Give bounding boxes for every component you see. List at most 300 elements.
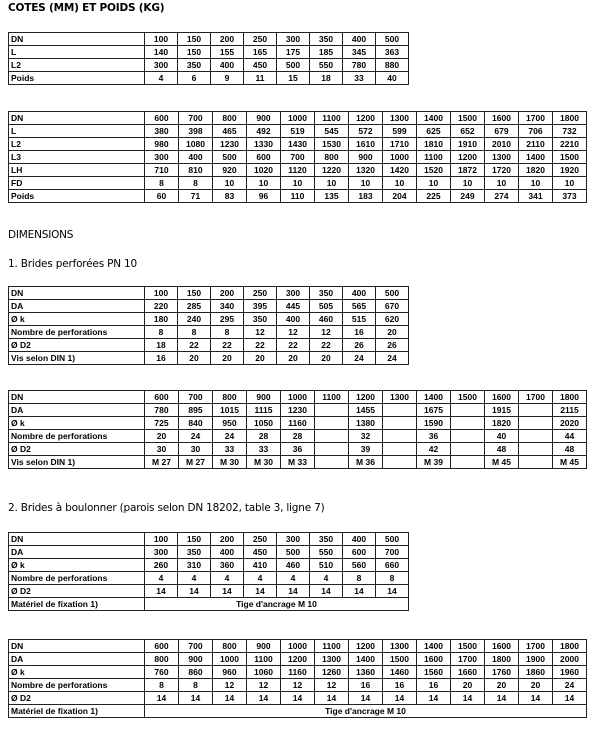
row-label-cell: Vis selon DIN 1) bbox=[9, 352, 145, 365]
value-cell: 16 bbox=[417, 679, 451, 692]
row-label-cell: DA bbox=[9, 653, 145, 666]
value-cell: 15 bbox=[277, 72, 310, 85]
value-cell: 10 bbox=[485, 177, 519, 190]
value-cell: 445 bbox=[277, 300, 310, 313]
value-cell: 725 bbox=[145, 417, 179, 430]
value-cell: 10 bbox=[553, 177, 587, 190]
value-cell: 800 bbox=[213, 640, 247, 653]
value-cell: 600 bbox=[145, 391, 179, 404]
value-cell: 350 bbox=[310, 287, 343, 300]
row-label-cell: DN bbox=[9, 33, 145, 46]
value-cell: 14 bbox=[179, 692, 213, 705]
value-cell: 1020 bbox=[247, 164, 281, 177]
value-cell: 400 bbox=[211, 546, 244, 559]
row-label-cell: DN bbox=[9, 287, 145, 300]
value-cell: 350 bbox=[178, 59, 211, 72]
value-cell: 1200 bbox=[451, 151, 485, 164]
value-cell: 20 bbox=[211, 352, 244, 365]
value-cell: 180 bbox=[145, 313, 178, 326]
row-label-cell: DA bbox=[9, 404, 145, 417]
value-cell: 1100 bbox=[315, 640, 349, 653]
value-cell: 350 bbox=[178, 546, 211, 559]
table-row bbox=[9, 59, 409, 72]
value-cell: 700 bbox=[179, 640, 213, 653]
value-cell: 350 bbox=[310, 533, 343, 546]
value-cell: 4 bbox=[244, 572, 277, 585]
page-title: COTES (MM) ET POIDS (KG) bbox=[8, 2, 165, 14]
value-cell: 40 bbox=[485, 430, 519, 443]
value-cell: 20 bbox=[451, 679, 485, 692]
value-cell: 1455 bbox=[349, 404, 383, 417]
value-cell: 1800 bbox=[553, 391, 587, 404]
table-row bbox=[9, 112, 587, 125]
value-cell: 410 bbox=[244, 559, 277, 572]
value-cell: 100 bbox=[145, 533, 178, 546]
value-cell: 550 bbox=[310, 59, 343, 72]
value-cell: 920 bbox=[213, 164, 247, 177]
value-cell: 33 bbox=[343, 72, 376, 85]
value-cell: 18 bbox=[310, 72, 343, 85]
value-cell: 1960 bbox=[553, 666, 587, 679]
row-label-cell: DA bbox=[9, 546, 145, 559]
value-cell: 1500 bbox=[451, 640, 485, 653]
row-label-cell: L2 bbox=[9, 59, 145, 72]
table-row bbox=[9, 190, 587, 203]
value-cell: 11 bbox=[244, 72, 277, 85]
value-cell: 1100 bbox=[417, 151, 451, 164]
value-cell: 465 bbox=[213, 125, 247, 138]
row-label-cell: DN bbox=[9, 640, 145, 653]
merged-value-cell: Tige d'ancrage M 10 bbox=[145, 705, 587, 718]
value-cell: 8 bbox=[376, 572, 409, 585]
table-row-fixing-material bbox=[9, 705, 587, 718]
value-cell: 14 bbox=[383, 692, 417, 705]
value-cell: 10 bbox=[281, 177, 315, 190]
value-cell: 12 bbox=[310, 326, 343, 339]
value-cell: 1100 bbox=[315, 112, 349, 125]
value-cell: 1320 bbox=[349, 164, 383, 177]
value-cell: 600 bbox=[343, 546, 376, 559]
value-cell bbox=[519, 430, 553, 443]
table-row bbox=[9, 287, 409, 300]
value-cell: 200 bbox=[211, 287, 244, 300]
value-cell: 500 bbox=[376, 33, 409, 46]
value-cell: 260 bbox=[145, 559, 178, 572]
row-label-cell: Ø D2 bbox=[9, 443, 145, 456]
value-cell: 4 bbox=[178, 572, 211, 585]
value-cell: 1060 bbox=[247, 666, 281, 679]
value-cell: 165 bbox=[244, 46, 277, 59]
value-cell: 1300 bbox=[383, 640, 417, 653]
bolted-flange-table-large bbox=[8, 639, 587, 718]
value-cell: 2000 bbox=[553, 653, 587, 666]
value-cell: 545 bbox=[315, 125, 349, 138]
value-cell: 572 bbox=[349, 125, 383, 138]
value-cell: 285 bbox=[178, 300, 211, 313]
value-cell: 22 bbox=[244, 339, 277, 352]
value-cell bbox=[315, 430, 349, 443]
value-cell: 1720 bbox=[485, 164, 519, 177]
value-cell: 599 bbox=[383, 125, 417, 138]
value-cell: 900 bbox=[349, 151, 383, 164]
row-label-cell: FD bbox=[9, 177, 145, 190]
value-cell: 14 bbox=[349, 692, 383, 705]
value-cell: 1400 bbox=[417, 112, 451, 125]
value-cell: 4 bbox=[145, 72, 178, 85]
value-cell: 1810 bbox=[417, 138, 451, 151]
row-label-cell: Matériel de fixation 1) bbox=[9, 705, 145, 718]
value-cell: 400 bbox=[343, 33, 376, 46]
value-cell: 240 bbox=[178, 313, 211, 326]
row-label-cell: Ø D2 bbox=[9, 585, 145, 598]
value-cell: 732 bbox=[553, 125, 587, 138]
value-cell: 20 bbox=[485, 679, 519, 692]
value-cell: 1610 bbox=[349, 138, 383, 151]
value-cell: 1230 bbox=[213, 138, 247, 151]
value-cell: 8 bbox=[145, 326, 178, 339]
value-cell: 20 bbox=[310, 352, 343, 365]
value-cell: 780 bbox=[343, 59, 376, 72]
value-cell: 1600 bbox=[485, 391, 519, 404]
value-cell: 32 bbox=[349, 430, 383, 443]
value-cell: 1220 bbox=[315, 164, 349, 177]
value-cell: 28 bbox=[281, 430, 315, 443]
table-row bbox=[9, 666, 587, 679]
value-cell: 398 bbox=[179, 125, 213, 138]
value-cell: 880 bbox=[376, 59, 409, 72]
value-cell: 14 bbox=[519, 692, 553, 705]
value-cell bbox=[451, 404, 485, 417]
table-row bbox=[9, 164, 587, 177]
table-row bbox=[9, 443, 587, 456]
value-cell: 780 bbox=[145, 404, 179, 417]
value-cell bbox=[451, 443, 485, 456]
value-cell: 500 bbox=[376, 287, 409, 300]
value-cell: 183 bbox=[349, 190, 383, 203]
value-cell: 679 bbox=[485, 125, 519, 138]
value-cell: M 45 bbox=[485, 456, 519, 469]
value-cell: 20 bbox=[145, 430, 179, 443]
value-cell: 274 bbox=[485, 190, 519, 203]
value-cell: 706 bbox=[519, 125, 553, 138]
value-cell: 1872 bbox=[451, 164, 485, 177]
value-cell: 14 bbox=[145, 585, 178, 598]
value-cell: 22 bbox=[277, 339, 310, 352]
value-cell: 14 bbox=[417, 692, 451, 705]
row-label-cell: LH bbox=[9, 164, 145, 177]
value-cell: 83 bbox=[213, 190, 247, 203]
row-label-cell: L3 bbox=[9, 151, 145, 164]
value-cell: 1400 bbox=[417, 391, 451, 404]
value-cell bbox=[519, 404, 553, 417]
row-label-cell: Ø D2 bbox=[9, 339, 145, 352]
table-row bbox=[9, 692, 587, 705]
table-row-fixing-material bbox=[9, 598, 409, 611]
value-cell bbox=[519, 443, 553, 456]
value-cell: 1300 bbox=[383, 391, 417, 404]
dimensions-weights-table-dn100-500 bbox=[8, 32, 409, 85]
bolted-flange-table-dn600-1800 bbox=[8, 639, 587, 718]
value-cell: 10 bbox=[451, 177, 485, 190]
value-cell: 800 bbox=[315, 151, 349, 164]
value-cell: 1050 bbox=[247, 417, 281, 430]
value-cell: 8 bbox=[145, 177, 179, 190]
value-cell: 14 bbox=[376, 585, 409, 598]
value-cell bbox=[315, 456, 349, 469]
value-cell: 4 bbox=[145, 572, 178, 585]
row-label-cell: Nombre de perforations bbox=[9, 572, 145, 585]
value-cell: 1460 bbox=[383, 666, 417, 679]
value-cell: 10 bbox=[519, 177, 553, 190]
table-row bbox=[9, 391, 587, 404]
value-cell: 1115 bbox=[247, 404, 281, 417]
value-cell: 14 bbox=[451, 692, 485, 705]
table-row bbox=[9, 640, 587, 653]
value-cell: 2010 bbox=[485, 138, 519, 151]
value-cell: 895 bbox=[179, 404, 213, 417]
value-cell bbox=[383, 404, 417, 417]
value-cell: 36 bbox=[417, 430, 451, 443]
value-cell: 40 bbox=[376, 72, 409, 85]
value-cell: 1800 bbox=[553, 112, 587, 125]
value-cell: M 30 bbox=[213, 456, 247, 469]
value-cell: 1500 bbox=[553, 151, 587, 164]
value-cell: 20 bbox=[178, 352, 211, 365]
value-cell: 1080 bbox=[179, 138, 213, 151]
row-label-cell: Ø k bbox=[9, 666, 145, 679]
value-cell: 18 bbox=[145, 339, 178, 352]
value-cell: 1380 bbox=[349, 417, 383, 430]
value-cell: 400 bbox=[277, 313, 310, 326]
value-cell: 110 bbox=[281, 190, 315, 203]
value-cell: 840 bbox=[179, 417, 213, 430]
value-cell: 33 bbox=[247, 443, 281, 456]
value-cell: M 27 bbox=[179, 456, 213, 469]
value-cell: 310 bbox=[178, 559, 211, 572]
value-cell: 395 bbox=[244, 300, 277, 313]
value-cell: 16 bbox=[383, 679, 417, 692]
value-cell: 900 bbox=[247, 640, 281, 653]
value-cell: 1300 bbox=[485, 151, 519, 164]
value-cell: 250 bbox=[244, 33, 277, 46]
row-label-cell: DA bbox=[9, 300, 145, 313]
value-cell: 363 bbox=[376, 46, 409, 59]
value-cell: 560 bbox=[343, 559, 376, 572]
table-row bbox=[9, 572, 409, 585]
value-cell: 24 bbox=[376, 352, 409, 365]
table-row bbox=[9, 546, 409, 559]
value-cell: 1910 bbox=[451, 138, 485, 151]
value-cell: 810 bbox=[179, 164, 213, 177]
value-cell bbox=[383, 417, 417, 430]
value-cell: 225 bbox=[417, 190, 451, 203]
value-cell: 1500 bbox=[451, 391, 485, 404]
value-cell: 14 bbox=[485, 692, 519, 705]
value-cell: 980 bbox=[145, 138, 179, 151]
value-cell bbox=[383, 456, 417, 469]
value-cell: 450 bbox=[244, 59, 277, 72]
value-cell: 1520 bbox=[417, 164, 451, 177]
value-cell: 20 bbox=[519, 679, 553, 692]
table-row bbox=[9, 313, 409, 326]
value-cell: 1710 bbox=[383, 138, 417, 151]
value-cell: 71 bbox=[179, 190, 213, 203]
value-cell: 33 bbox=[213, 443, 247, 456]
value-cell: 2110 bbox=[519, 138, 553, 151]
value-cell: 42 bbox=[417, 443, 451, 456]
value-cell: 8 bbox=[145, 679, 179, 692]
row-label-cell: Vis selon DIN 1) bbox=[9, 456, 145, 469]
value-cell: 140 bbox=[145, 46, 178, 59]
value-cell: 14 bbox=[281, 692, 315, 705]
value-cell: 1000 bbox=[281, 391, 315, 404]
value-cell: 600 bbox=[145, 112, 179, 125]
value-cell: 505 bbox=[310, 300, 343, 313]
value-cell: 200 bbox=[211, 533, 244, 546]
value-cell: 1500 bbox=[383, 653, 417, 666]
value-cell: 14 bbox=[310, 585, 343, 598]
value-cell: 100 bbox=[145, 287, 178, 300]
value-cell: 1100 bbox=[247, 653, 281, 666]
value-cell: 2210 bbox=[553, 138, 587, 151]
table-row bbox=[9, 125, 587, 138]
value-cell: 14 bbox=[211, 585, 244, 598]
value-cell: 48 bbox=[553, 443, 587, 456]
value-cell: 900 bbox=[247, 391, 281, 404]
value-cell: 1600 bbox=[485, 640, 519, 653]
value-cell: 20 bbox=[277, 352, 310, 365]
merged-value-cell: Tige d'ancrage M 10 bbox=[145, 598, 409, 611]
value-cell: 800 bbox=[145, 653, 179, 666]
table-row bbox=[9, 679, 587, 692]
value-cell: 1530 bbox=[315, 138, 349, 151]
value-cell: 660 bbox=[376, 559, 409, 572]
row-label-cell: Ø k bbox=[9, 313, 145, 326]
value-cell: 20 bbox=[376, 326, 409, 339]
value-cell: 800 bbox=[213, 391, 247, 404]
value-cell bbox=[451, 430, 485, 443]
value-cell: 22 bbox=[178, 339, 211, 352]
value-cell: 510 bbox=[310, 559, 343, 572]
value-cell: 175 bbox=[277, 46, 310, 59]
table-row bbox=[9, 326, 409, 339]
value-cell: 1675 bbox=[417, 404, 451, 417]
value-cell: 340 bbox=[211, 300, 244, 313]
value-cell: 250 bbox=[244, 287, 277, 300]
value-cell: 700 bbox=[281, 151, 315, 164]
table-row bbox=[9, 300, 409, 313]
dimensions-heading: DIMENSIONS bbox=[8, 229, 74, 241]
value-cell: 1200 bbox=[281, 653, 315, 666]
value-cell: 24 bbox=[343, 352, 376, 365]
value-cell: 1330 bbox=[247, 138, 281, 151]
value-cell: 380 bbox=[145, 125, 179, 138]
value-cell: 20 bbox=[244, 352, 277, 365]
value-cell: 249 bbox=[451, 190, 485, 203]
value-cell: 1600 bbox=[485, 112, 519, 125]
weights-table-small bbox=[8, 32, 409, 85]
row-label-cell: Poids bbox=[9, 190, 145, 203]
value-cell: 24 bbox=[179, 430, 213, 443]
value-cell: 22 bbox=[211, 339, 244, 352]
value-cell bbox=[451, 417, 485, 430]
value-cell: 860 bbox=[179, 666, 213, 679]
value-cell: 1300 bbox=[383, 112, 417, 125]
value-cell: 373 bbox=[553, 190, 587, 203]
perforated-flange-table-dn100-500 bbox=[8, 286, 409, 365]
value-cell: 1700 bbox=[519, 112, 553, 125]
value-cell: 1420 bbox=[383, 164, 417, 177]
value-cell: 1600 bbox=[417, 653, 451, 666]
value-cell: M 30 bbox=[247, 456, 281, 469]
value-cell: 950 bbox=[213, 417, 247, 430]
row-label-cell: Ø D2 bbox=[9, 692, 145, 705]
value-cell: 565 bbox=[343, 300, 376, 313]
value-cell bbox=[383, 430, 417, 443]
table-row bbox=[9, 138, 587, 151]
value-cell: 900 bbox=[247, 112, 281, 125]
value-cell: 550 bbox=[310, 546, 343, 559]
value-cell bbox=[383, 443, 417, 456]
value-cell: 14 bbox=[213, 692, 247, 705]
row-label-cell: DN bbox=[9, 112, 145, 125]
value-cell: 625 bbox=[417, 125, 451, 138]
row-label-cell: DN bbox=[9, 533, 145, 546]
table-row bbox=[9, 46, 409, 59]
value-cell: 1400 bbox=[417, 640, 451, 653]
row-label-cell: Poids bbox=[9, 72, 145, 85]
table-row bbox=[9, 339, 409, 352]
value-cell bbox=[315, 417, 349, 430]
value-cell: 460 bbox=[310, 313, 343, 326]
value-cell: 1100 bbox=[315, 391, 349, 404]
value-cell: 700 bbox=[179, 112, 213, 125]
value-cell: 30 bbox=[145, 443, 179, 456]
table-row bbox=[9, 404, 587, 417]
table-row bbox=[9, 430, 587, 443]
value-cell: 1360 bbox=[349, 666, 383, 679]
table-row bbox=[9, 559, 409, 572]
table-row bbox=[9, 533, 409, 546]
value-cell: 300 bbox=[277, 533, 310, 546]
value-cell: 400 bbox=[179, 151, 213, 164]
value-cell: 350 bbox=[244, 313, 277, 326]
value-cell: 10 bbox=[383, 177, 417, 190]
value-cell: 14 bbox=[553, 692, 587, 705]
value-cell: 8 bbox=[178, 326, 211, 339]
value-cell: 400 bbox=[343, 533, 376, 546]
value-cell: 8 bbox=[179, 679, 213, 692]
value-cell: 48 bbox=[485, 443, 519, 456]
value-cell: 8 bbox=[211, 326, 244, 339]
value-cell: 1160 bbox=[281, 417, 315, 430]
value-cell: M 39 bbox=[417, 456, 451, 469]
row-label-cell: Matériel de fixation 1) bbox=[9, 598, 145, 611]
value-cell: 1590 bbox=[417, 417, 451, 430]
value-cell: 10 bbox=[349, 177, 383, 190]
value-cell: 4 bbox=[310, 572, 343, 585]
value-cell: 400 bbox=[211, 59, 244, 72]
value-cell: 700 bbox=[376, 546, 409, 559]
value-cell: 4 bbox=[277, 572, 310, 585]
value-cell: 10 bbox=[213, 177, 247, 190]
value-cell: 341 bbox=[519, 190, 553, 203]
value-cell: 16 bbox=[145, 352, 178, 365]
value-cell: 1915 bbox=[485, 404, 519, 417]
value-cell: M 33 bbox=[281, 456, 315, 469]
value-cell: 500 bbox=[277, 59, 310, 72]
row-label-cell: L bbox=[9, 125, 145, 138]
